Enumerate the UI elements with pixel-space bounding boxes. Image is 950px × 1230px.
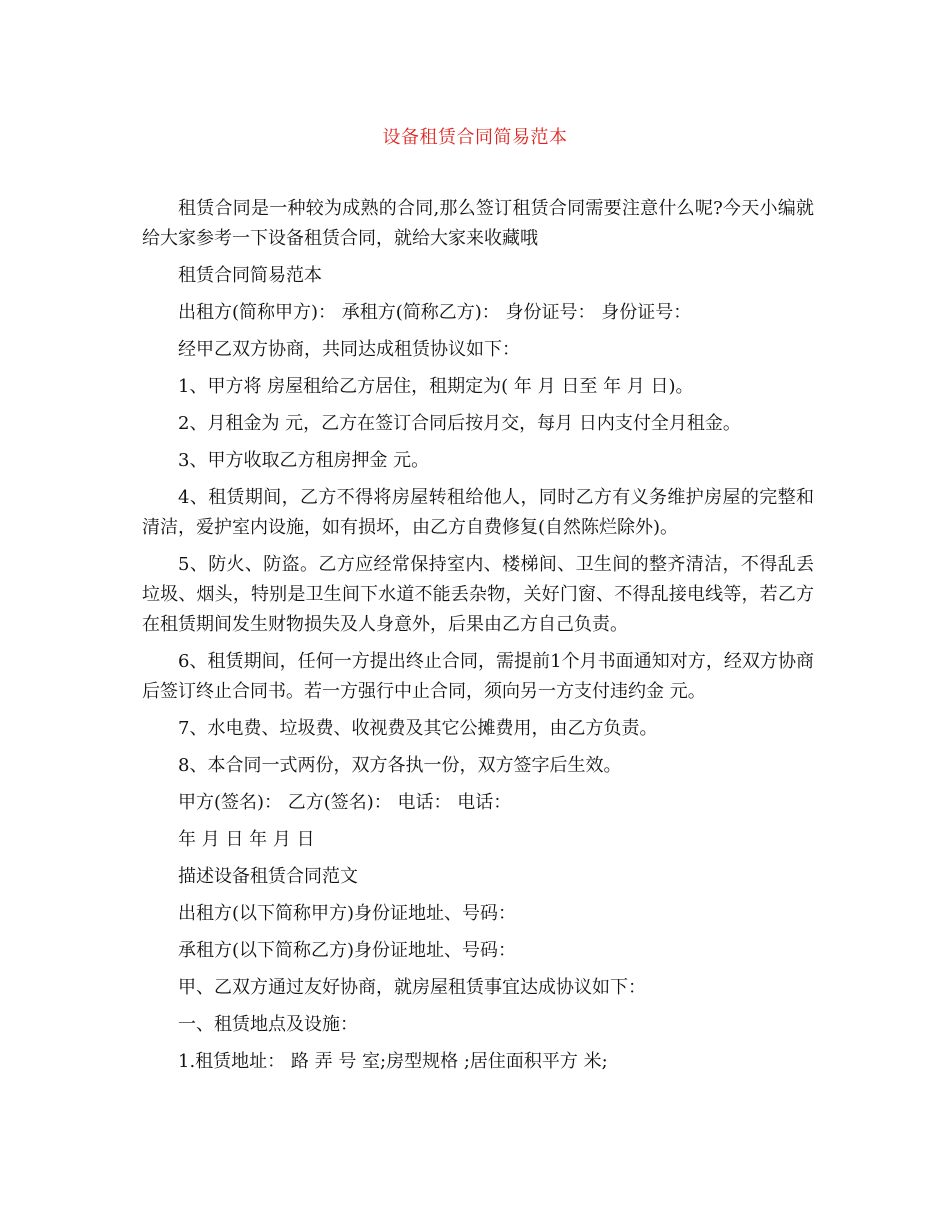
clause-6: 6、租赁期间，任何一方提出终止合同，需提前1个月书面通知对方，经双方协商后签订终止合同书。若一方强行中止合同，须向另一方支付违约金 元。 <box>142 651 814 702</box>
date-line: 年 月 日 年 月 日 <box>178 829 315 850</box>
clause-5: 5、防火、防盗。乙方应经常保持室内、楼梯间、卫生间的整齐清洁，不得乱丢垃圾、烟头，特别是卫生间下水道不能丢杂物，关好门窗、不得乱接电线等，若乙方在租赁期间发生财物损失及人身意外，后果由乙方自己负责。 <box>142 554 814 635</box>
clause-8: 8、本合同一式两份，双方各执一份，双方签字后生效。 <box>178 755 622 776</box>
address-line: 1.租赁地址： 路 弄 号 室;房型规格 ;居住面积平方 米; <box>178 1051 608 1072</box>
clause-4: 4、租赁期间，乙方不得将房屋转租给他人，同时乙方有义务维护房屋的完整和清洁，爱护室内设施，如有损坏，由乙方自费修复(自然陈烂除外)。 <box>142 487 814 538</box>
agreement-intro: 经甲乙双方协商，共同达成租赁协议如下： <box>178 339 520 360</box>
signature-line: 甲方(签名)： 乙方(签名)： 电话： 电话： <box>178 792 512 813</box>
lessor-line: 出租方(以下简称甲方)身份证地址、号码： <box>178 903 517 924</box>
document-title: 设备租赁合同简易范本 <box>382 127 568 148</box>
section-heading: 租赁合同简易范本 <box>178 265 322 286</box>
agreement-intro-2: 甲、乙双方通过友好协商，就房屋租赁事宜达成协议如下： <box>178 977 646 998</box>
clause-2: 2、月租金为 元，乙方在签订合同后按月交，每月 日内支付全月租金。 <box>178 413 741 434</box>
subsection-heading: 一、租赁地点及设施： <box>178 1014 358 1035</box>
clause-1: 1、甲方将 房屋租给乙方居住，租期定为( 年 月 日至 年 月 日)。 <box>178 376 694 397</box>
section-heading-2: 描述设备租赁合同范文 <box>178 866 358 887</box>
lessee-line: 承租方(以下简称乙方)身份证地址、号码： <box>178 940 517 961</box>
clause-7: 7、水电费、垃圾费、收视费及其它公摊费用，由乙方负责。 <box>178 718 658 739</box>
intro-paragraph: 租赁合同是一种较为成熟的合同,那么签订租赁合同需要注意什么呢?今天小编就给大家参考一下设备租赁合同，就给大家来收藏哦 <box>142 198 814 249</box>
clause-3: 3、甲方收取乙方租房押金 元。 <box>178 450 430 471</box>
parties-line: 出租方(简称甲方)： 承租方(简称乙方)： 身份证号： 身份证号： <box>178 302 692 323</box>
document-body <box>142 194 814 1084</box>
